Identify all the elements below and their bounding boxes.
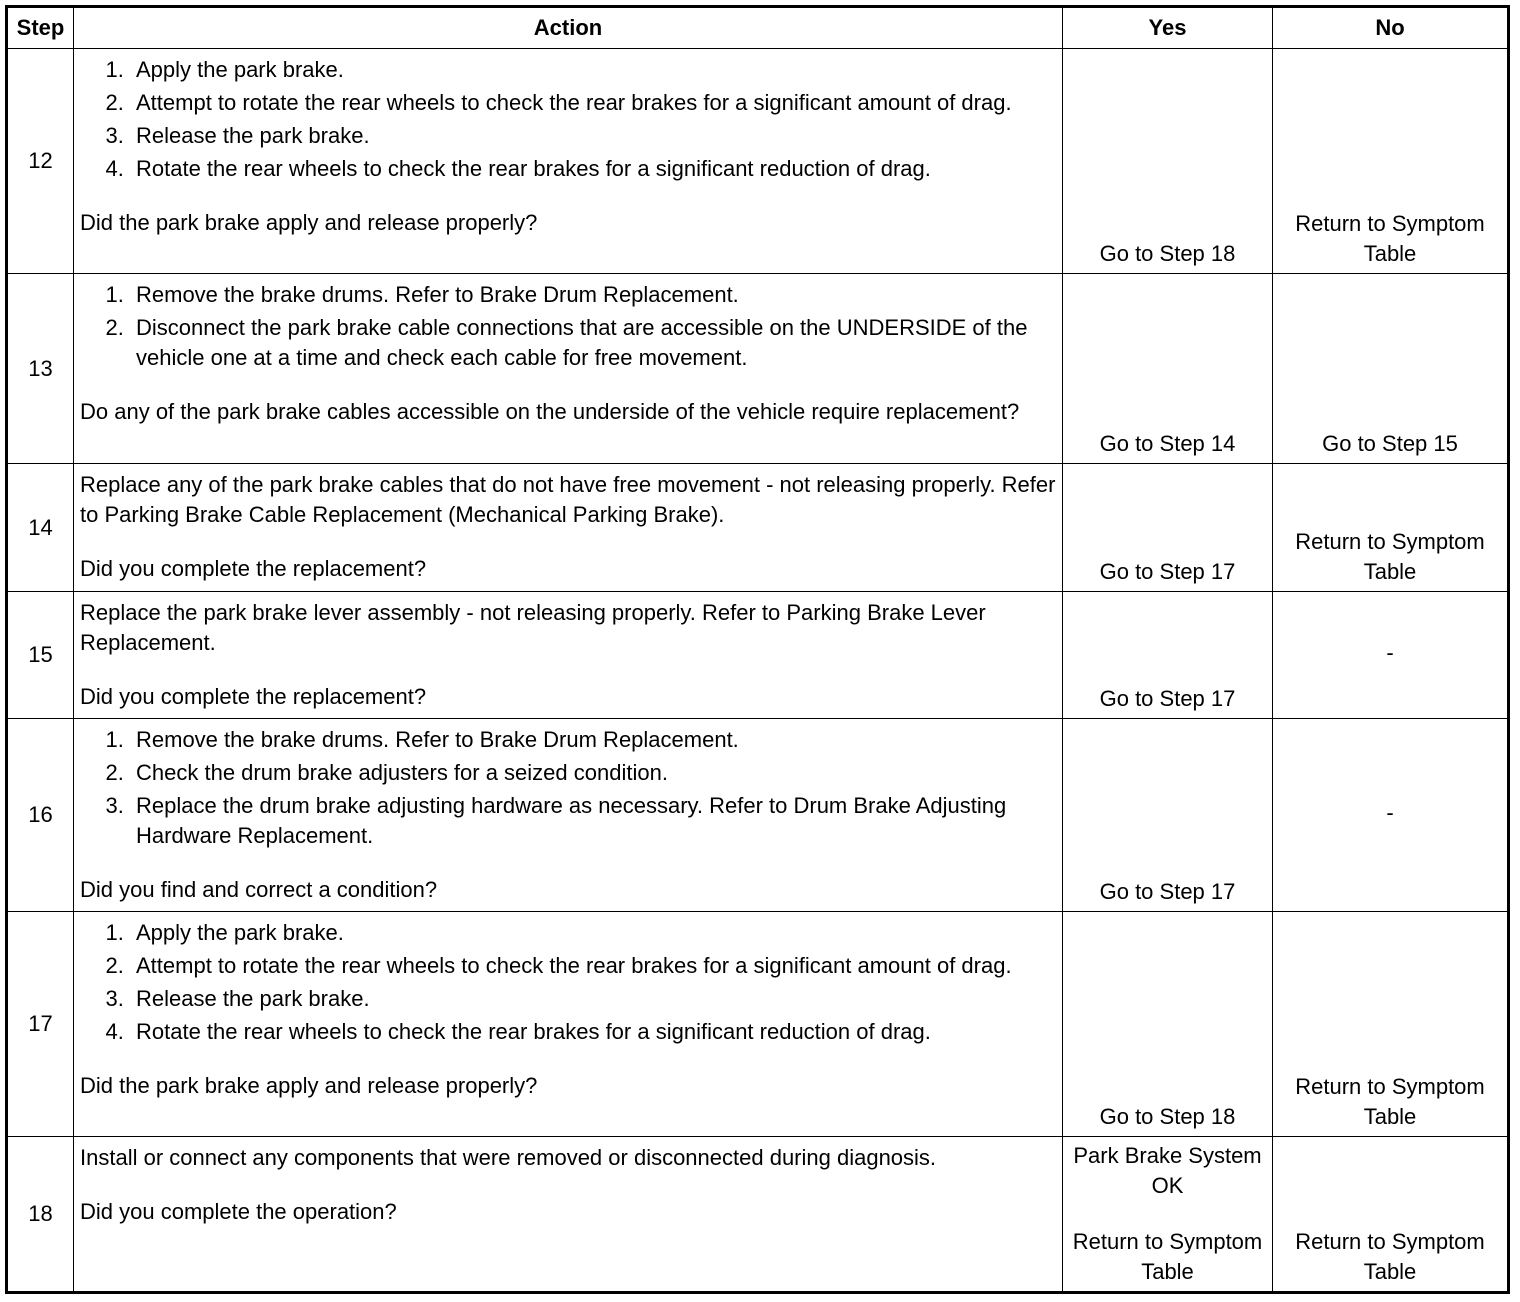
no-cell: Go to Step 15 xyxy=(1273,274,1509,464)
list-item: 1. Remove the brake drums. Refer to Brake Drum Replacement. xyxy=(130,280,1056,310)
action-text: Replace the park brake lever assembly - not releasing properly. Refer to Parking Brake Lever Replacement. xyxy=(80,600,986,655)
action-question: Did the park brake apply and release properly? xyxy=(80,210,538,235)
action-question: Do any of the park brake cables accessible on the underside of the vehicle require replacement? xyxy=(80,399,1020,424)
action-text: Replace any of the park brake cables that do not have free movement - not releasing properly. Refer to Parking Brake Cable Replacement (Mechanical Parking Brake). xyxy=(80,472,1056,527)
yes-cell: Go to Step 14 xyxy=(1063,274,1273,464)
table-row xyxy=(7,592,1509,719)
list-item: 2. Disconnect the park brake cable connections that are accessible on the UNDERSIDE of the vehicle one at a time and check each cable for free movement. xyxy=(130,313,1056,373)
action-text: Install or connect any components that were removed or disconnected during diagnosis. xyxy=(80,1145,937,1170)
yes-cell xyxy=(1063,1137,1273,1293)
action-cell xyxy=(74,719,1063,912)
action-cell xyxy=(74,592,1063,719)
header-yes: Yes xyxy=(1063,7,1273,49)
action-list xyxy=(80,725,1056,851)
list-item: 2. Attempt to rotate the rear wheels to check the rear brakes for a significant amount of drag. xyxy=(130,951,1056,981)
list-item: 1. Apply the park brake. xyxy=(130,55,1056,85)
list-item: 1. Apply the park brake. xyxy=(130,918,1056,948)
action-list xyxy=(80,918,1056,1047)
yes-cell: Go to Step 18 xyxy=(1063,49,1273,274)
table-row xyxy=(7,49,1509,274)
no-cell: Return to Symptom Table xyxy=(1273,464,1509,592)
list-item: 2. Check the drum brake adjusters for a seized condition. xyxy=(130,758,1056,788)
list-item: 3. Release the park brake. xyxy=(130,984,1056,1014)
yes-cell: Go to Step 18 xyxy=(1063,912,1273,1137)
no-cell: Return to Symptom Table xyxy=(1273,1137,1509,1293)
action-cell xyxy=(74,1137,1063,1293)
step-number: 17 xyxy=(7,912,74,1137)
step-number: 13 xyxy=(7,274,74,464)
no-cell: Return to Symptom Table xyxy=(1273,912,1509,1137)
action-question: Did you complete the replacement? xyxy=(80,556,427,581)
table-row xyxy=(7,719,1509,912)
header-action: Action xyxy=(74,7,1063,49)
step-number: 14 xyxy=(7,464,74,592)
no-cell: Return to Symptom Table xyxy=(1273,49,1509,274)
action-cell xyxy=(74,912,1063,1137)
table-row xyxy=(7,274,1509,464)
action-question: Did you complete the operation? xyxy=(80,1199,397,1224)
step-number: 15 xyxy=(7,592,74,719)
yes-cell: Go to Step 17 xyxy=(1063,592,1273,719)
list-item: 4. Rotate the rear wheels to check the rear brakes for a significant reduction of drag. xyxy=(130,1017,1056,1047)
yes-cell: Go to Step 17 xyxy=(1063,719,1273,912)
list-item: 4. Rotate the rear wheels to check the rear brakes for a significant reduction of drag. xyxy=(130,154,1056,184)
list-item: 3. Replace the drum brake adjusting hardware as necessary. Refer to Drum Brake Adjusting Hardware Replacement. xyxy=(130,791,1056,851)
action-question: Did you find and correct a condition? xyxy=(80,877,438,902)
action-list xyxy=(80,55,1056,184)
step-number: 12 xyxy=(7,49,74,274)
yes-cell: Go to Step 17 xyxy=(1063,464,1273,592)
action-question: Did you complete the replacement? xyxy=(80,684,427,709)
header-step: Step xyxy=(7,7,74,49)
list-item: 3. Release the park brake. xyxy=(130,121,1056,151)
header-no: No xyxy=(1273,7,1509,49)
table-header-row xyxy=(7,7,1509,49)
yes-option-return: Return to Symptom Table xyxy=(1072,1229,1263,1284)
table-row xyxy=(7,912,1509,1137)
action-cell xyxy=(74,274,1063,464)
action-question: Did the park brake apply and release properly? xyxy=(80,1073,538,1098)
action-cell xyxy=(74,49,1063,274)
step-number: 18 xyxy=(7,1137,74,1293)
action-cell xyxy=(74,464,1063,592)
action-list xyxy=(80,280,1056,373)
diagnostic-table xyxy=(5,5,1510,1294)
no-cell: - xyxy=(1273,719,1509,912)
list-item: 2. Attempt to rotate the rear wheels to check the rear brakes for a significant amount of drag. xyxy=(130,88,1056,118)
table-row xyxy=(7,464,1509,592)
list-item: 1. Remove the brake drums. Refer to Brake Drum Replacement. xyxy=(130,725,1056,755)
table-row xyxy=(7,1137,1509,1293)
step-number: 16 xyxy=(7,719,74,912)
yes-option-ok: Park Brake System OK xyxy=(1073,1143,1262,1198)
no-cell: - xyxy=(1273,592,1509,719)
